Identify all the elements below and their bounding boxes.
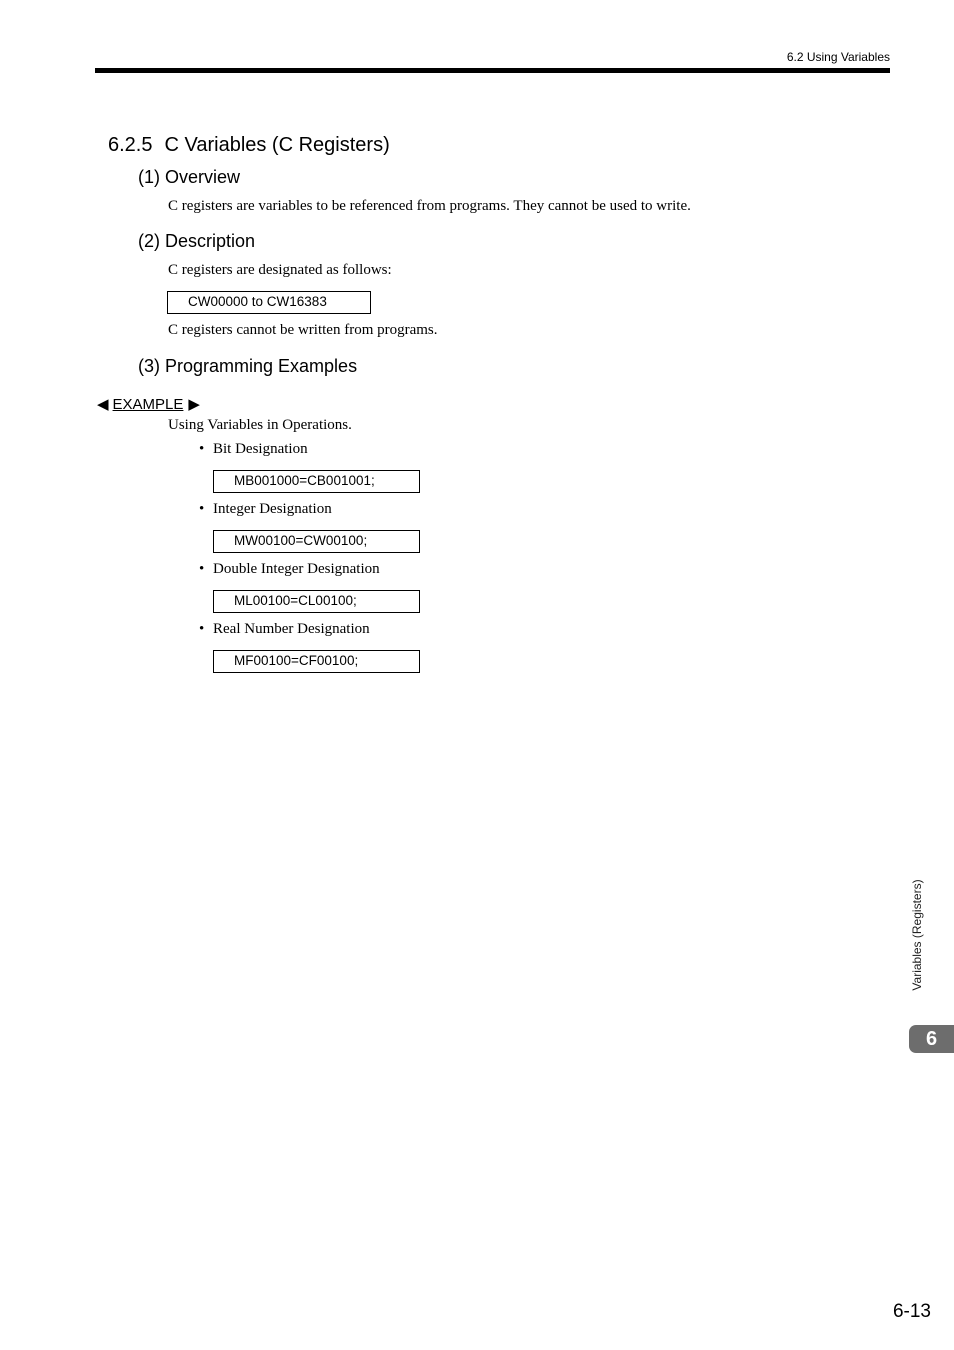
- triangle-left-icon: ◀: [97, 396, 109, 413]
- programming-intro: Using Variables in Operations.: [168, 417, 352, 433]
- triangle-right-icon: ▶: [188, 396, 200, 413]
- description-intro: C registers are designated as follows:: [168, 262, 392, 278]
- overview-text: C registers are variables to be referenced from programs. They cannot be used to write.: [168, 198, 691, 214]
- bullet-icon: •: [199, 621, 205, 637]
- bullet-label: Bit Designation: [213, 441, 308, 457]
- section-title: [108, 134, 390, 157]
- code-box: MW00100=CW00100;: [213, 530, 420, 553]
- bullet-label: Integer Designation: [213, 501, 332, 517]
- bullet-item: [199, 441, 308, 458]
- code-box: MB001000=CB001001;: [213, 470, 420, 493]
- code-box: MF00100=CF00100;: [213, 650, 420, 673]
- bullet-label: Double Integer Designation: [213, 561, 380, 577]
- chapter-tab: 6: [909, 1025, 954, 1053]
- bullet-icon: •: [199, 501, 205, 517]
- section-title-text: C Variables (C Registers): [164, 134, 390, 156]
- bullet-icon: •: [199, 441, 205, 457]
- description-heading: (2) Description: [138, 231, 256, 251]
- example-label: EXAMPLE: [112, 395, 184, 413]
- description-note: C registers cannot be written from programs.: [168, 322, 438, 338]
- section-number: 6.2.5: [108, 134, 153, 156]
- code-box: ML00100=CL00100;: [213, 590, 420, 613]
- bullet-item: [199, 621, 370, 638]
- header-rule: [95, 68, 890, 73]
- bullet-item: [199, 561, 380, 578]
- running-header: 6.2 Using Variables: [786, 50, 890, 64]
- programming-heading: (3) Programming Examples: [138, 356, 358, 376]
- bullet-icon: •: [199, 561, 205, 577]
- overview-heading: (1) Overview: [138, 167, 241, 187]
- side-chapter-label: Variables (Registers): [910, 879, 924, 991]
- bullet-label: Real Number Designation: [213, 621, 370, 637]
- example-marker: [97, 395, 200, 413]
- page-number: 6-13: [892, 1301, 931, 1322]
- bullet-item: [199, 501, 332, 518]
- register-range-box: CW00000 to CW16383: [167, 291, 371, 314]
